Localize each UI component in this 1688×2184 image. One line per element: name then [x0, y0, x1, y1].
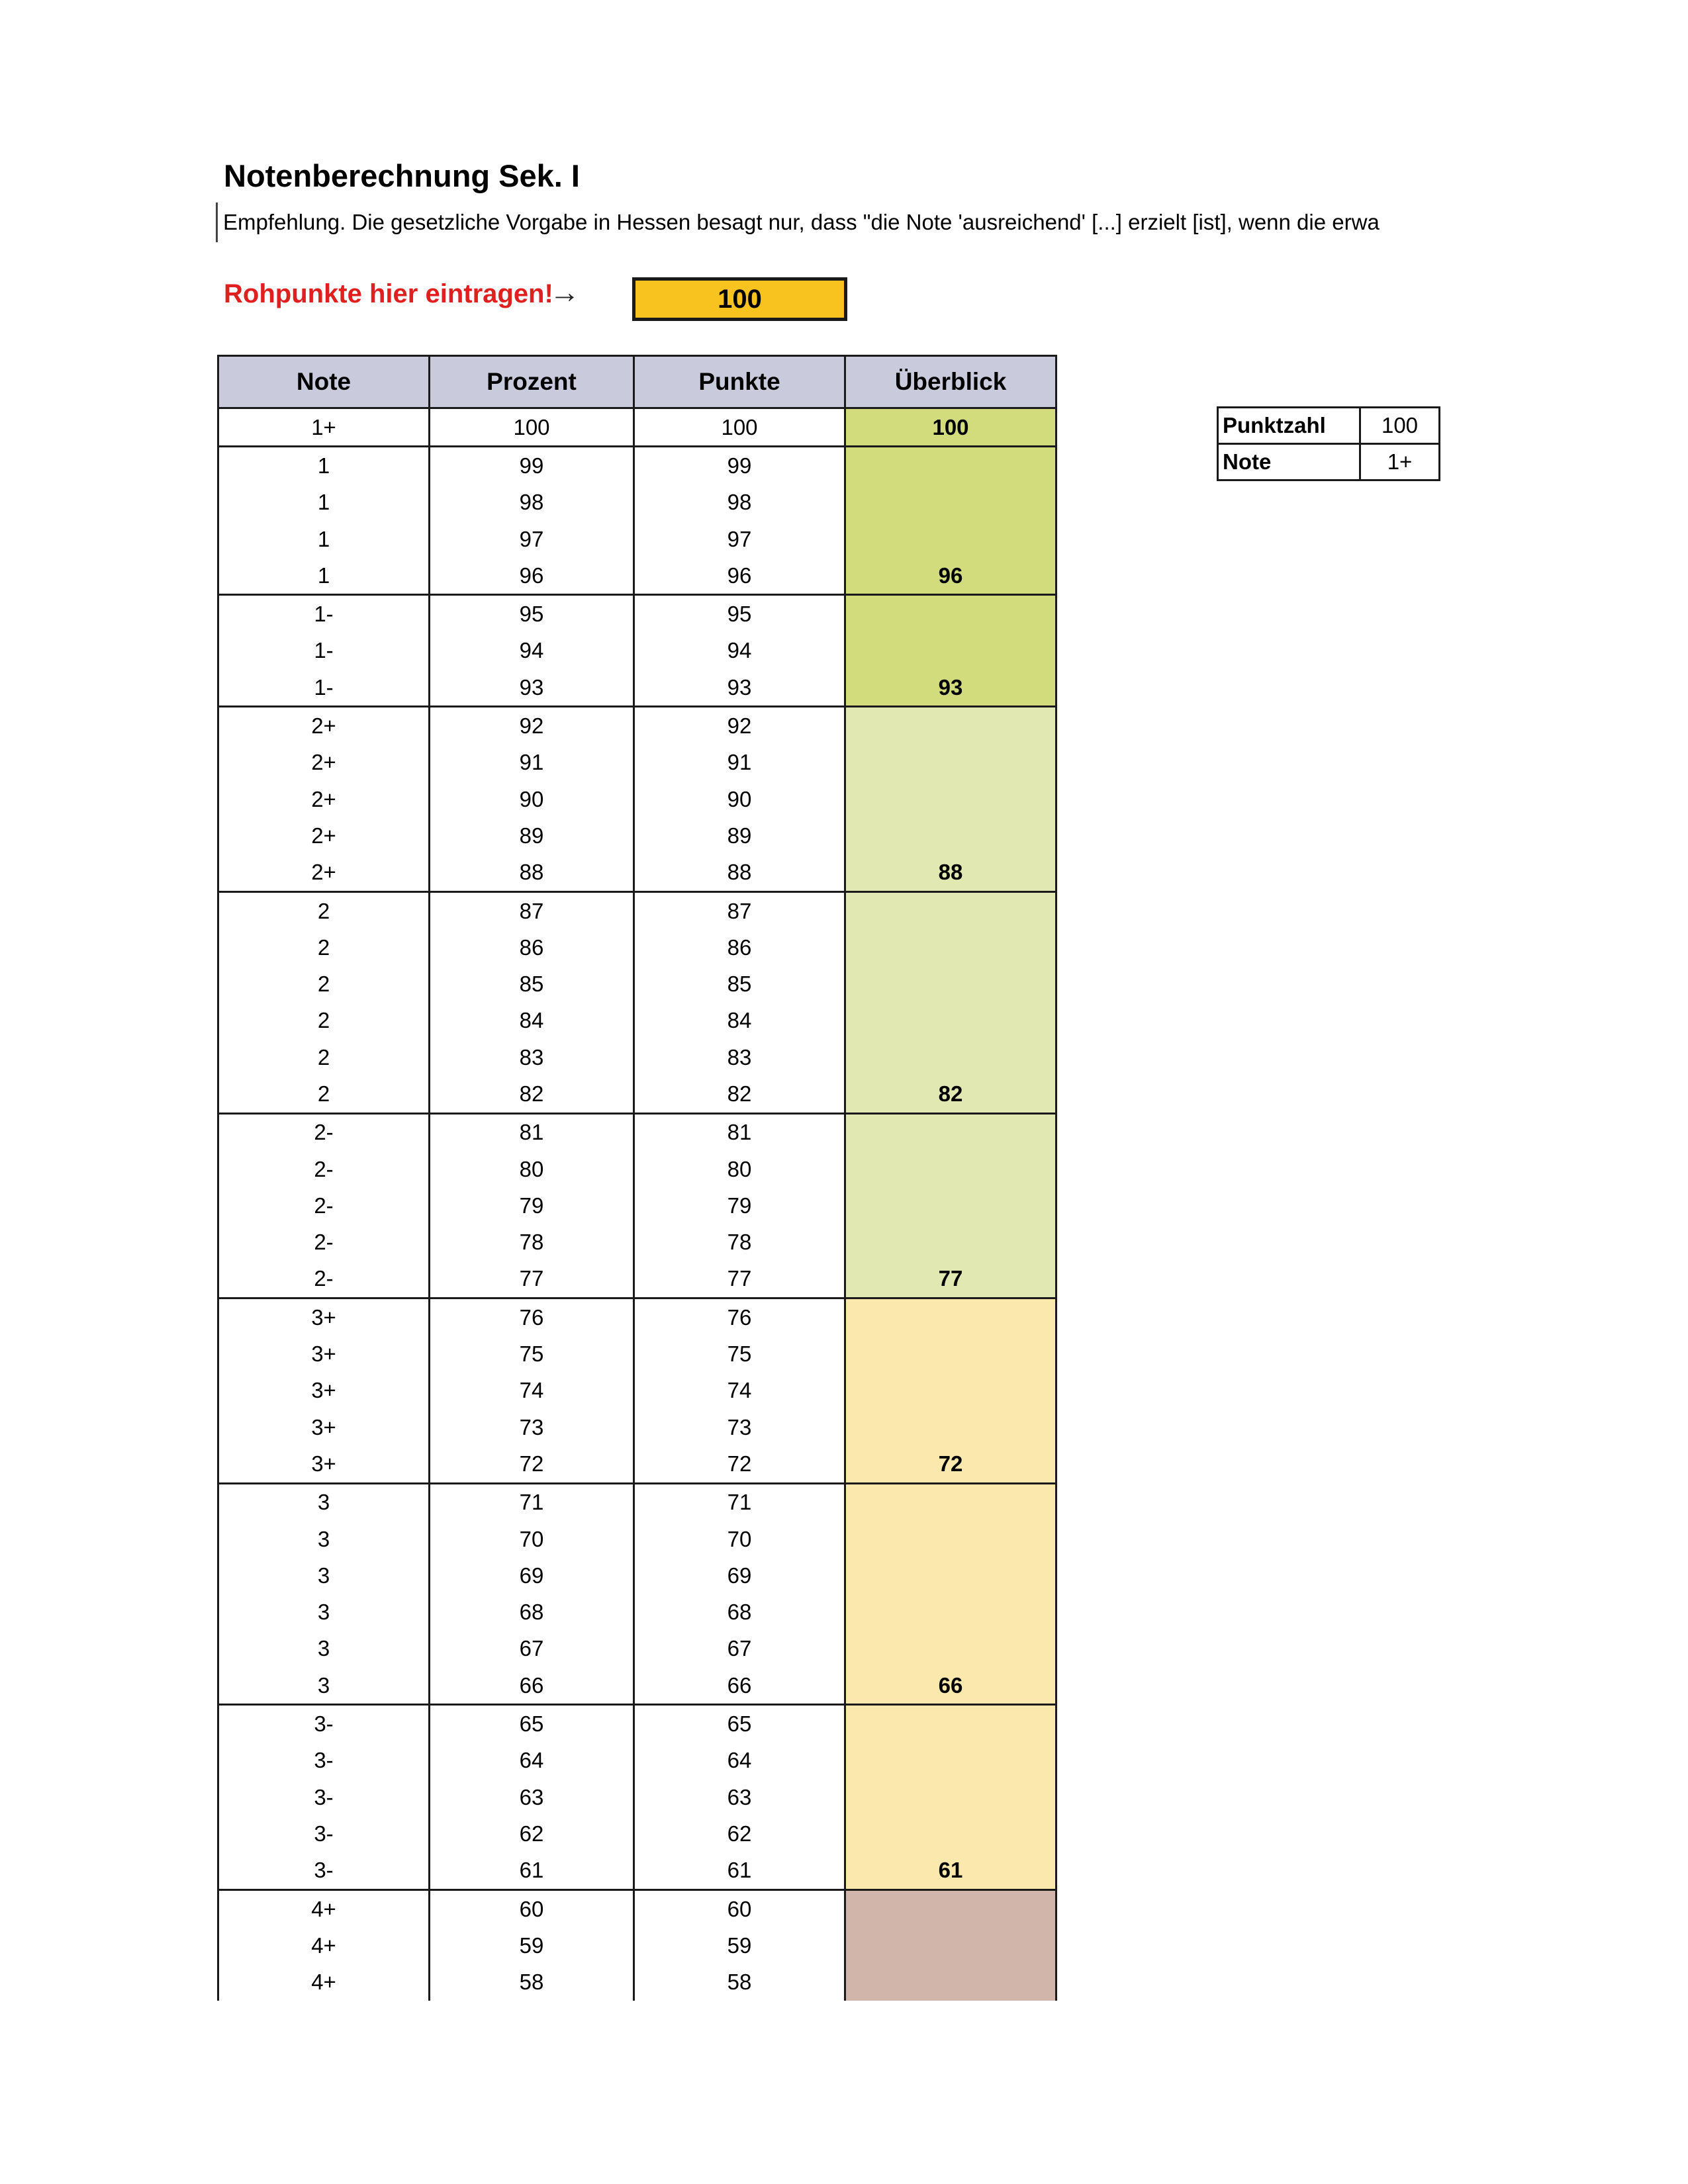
note-cell[interactable]: 4+	[218, 1964, 430, 2000]
overview-cell[interactable]	[845, 1815, 1056, 1852]
note-cell[interactable]: 2-	[218, 1224, 430, 1261]
note-cell[interactable]: 2	[218, 1039, 430, 1075]
punkte-cell[interactable]: 96	[634, 557, 845, 595]
prozent-cell[interactable]: 94	[430, 633, 634, 669]
prozent-cell[interactable]: 97	[430, 521, 634, 557]
overview-cell[interactable]: 82	[845, 1075, 1056, 1113]
prozent-cell[interactable]: 62	[430, 1815, 634, 1852]
note-cell[interactable]: 3	[218, 1521, 430, 1557]
table-row	[218, 1889, 1056, 1927]
table-row	[218, 1743, 1056, 1779]
overview-cell[interactable]	[845, 707, 1056, 745]
punkte-cell[interactable]: 78	[634, 1224, 845, 1261]
punkte-cell[interactable]: 69	[634, 1557, 845, 1594]
punkte-cell[interactable]: 82	[634, 1075, 845, 1113]
header-note: Note	[218, 356, 430, 408]
prozent-cell[interactable]: 71	[430, 1483, 634, 1521]
prozent-cell[interactable]: 91	[430, 745, 634, 781]
prozent-cell[interactable]: 58	[430, 1964, 634, 2000]
prozent-cell[interactable]: 72	[430, 1445, 634, 1483]
table-row	[218, 1409, 1056, 1445]
prozent-cell[interactable]: 70	[430, 1521, 634, 1557]
table-row	[218, 1705, 1056, 1743]
prozent-cell[interactable]: 64	[430, 1743, 634, 1779]
note-cell[interactable]: 3+	[218, 1298, 430, 1336]
punkte-cell[interactable]: 85	[634, 966, 845, 1002]
overview-cell[interactable]	[845, 1409, 1056, 1445]
note-cell[interactable]: 2+	[218, 817, 430, 854]
prozent-cell[interactable]: 75	[430, 1336, 634, 1372]
table-row	[218, 817, 1056, 854]
overview-cell[interactable]	[845, 1113, 1056, 1151]
overview-cell[interactable]: 61	[845, 1852, 1056, 1890]
header-prozent: Prozent	[430, 356, 634, 408]
punkte-cell[interactable]: 94	[634, 633, 845, 669]
prozent-cell[interactable]: 65	[430, 1705, 634, 1743]
overview-cell[interactable]	[845, 447, 1056, 484]
table-row	[218, 1594, 1056, 1631]
overview-cell[interactable]	[845, 1298, 1056, 1336]
punkte-cell[interactable]: 87	[634, 891, 845, 929]
punkte-cell[interactable]: 72	[634, 1445, 845, 1483]
table-row	[218, 1075, 1056, 1113]
note-cell[interactable]: 3	[218, 1667, 430, 1705]
table-row	[218, 1779, 1056, 1815]
note-cell[interactable]: 1+	[218, 408, 430, 447]
punkte-cell[interactable]: 98	[634, 484, 845, 521]
note-cell[interactable]: 1-	[218, 669, 430, 707]
note-cell[interactable]: 3+	[218, 1373, 430, 1409]
note-cell[interactable]: 3+	[218, 1336, 430, 1372]
punkte-cell[interactable]: 61	[634, 1852, 845, 1890]
summary-row-note	[1218, 444, 1440, 480]
note-cell[interactable]: 3-	[218, 1743, 430, 1779]
note-cell[interactable]: 3	[218, 1557, 430, 1594]
note-cell[interactable]: 3-	[218, 1779, 430, 1815]
note-cell[interactable]: 3	[218, 1631, 430, 1667]
prozent-cell[interactable]: 100	[430, 408, 634, 447]
overview-cell[interactable]	[845, 966, 1056, 1002]
punkte-cell[interactable]: 80	[634, 1151, 845, 1187]
punkte-cell[interactable]: 84	[634, 1003, 845, 1039]
overview-cell[interactable]	[845, 929, 1056, 966]
summary-row-punktzahl	[1218, 408, 1440, 444]
prozent-cell[interactable]: 96	[430, 557, 634, 595]
overview-cell[interactable]	[845, 1594, 1056, 1631]
note-cell[interactable]: 2	[218, 1075, 430, 1113]
overview-cell[interactable]	[845, 1631, 1056, 1667]
prozent-cell[interactable]: 88	[430, 854, 634, 892]
punkte-cell[interactable]: 62	[634, 1815, 845, 1852]
table-row	[218, 1224, 1056, 1261]
overview-cell[interactable]	[845, 1779, 1056, 1815]
table-row	[218, 1445, 1056, 1483]
overview-cell[interactable]	[845, 1483, 1056, 1521]
table-row	[218, 408, 1056, 447]
note-cell[interactable]: 1	[218, 521, 430, 557]
punkte-cell[interactable]: 76	[634, 1298, 845, 1336]
prozent-cell[interactable]: 67	[430, 1631, 634, 1667]
overview-cell[interactable]	[845, 1003, 1056, 1039]
note-cell[interactable]: 2+	[218, 854, 430, 892]
overview-cell[interactable]	[845, 1521, 1056, 1557]
grade-table	[217, 355, 1057, 2001]
prozent-cell[interactable]: 82	[430, 1075, 634, 1113]
note-cell[interactable]: 2	[218, 891, 430, 929]
prozent-cell[interactable]: 81	[430, 1113, 634, 1151]
prozent-cell[interactable]: 83	[430, 1039, 634, 1075]
prozent-cell[interactable]: 68	[430, 1594, 634, 1631]
prozent-cell[interactable]: 86	[430, 929, 634, 966]
overview-cell[interactable]	[845, 817, 1056, 854]
prozent-cell[interactable]: 77	[430, 1261, 634, 1298]
overview-cell[interactable]	[845, 1224, 1056, 1261]
punkte-cell[interactable]: 100	[634, 408, 845, 447]
punkte-cell[interactable]: 92	[634, 707, 845, 745]
table-row	[218, 1815, 1056, 1852]
table-row	[218, 1964, 1056, 2000]
table-row	[218, 1151, 1056, 1187]
summary-table	[1217, 406, 1440, 481]
table-row	[218, 854, 1056, 892]
prozent-cell[interactable]: 84	[430, 1003, 634, 1039]
overview-cell[interactable]	[845, 1187, 1056, 1224]
note-text-cell[interactable]: Empfehlung. Die gesetzliche Vorgabe in Hessen besagt nur, dass "die Note 'ausreichend' [...] erzielt [ist], wenn die erwa	[216, 203, 1447, 242]
note-cell[interactable]: 2-	[218, 1113, 430, 1151]
prozent-cell[interactable]: 90	[430, 781, 634, 817]
table-row	[218, 1927, 1056, 1964]
overview-cell[interactable]	[845, 1557, 1056, 1594]
overview-cell[interactable]	[845, 1964, 1056, 2000]
punkte-cell[interactable]: 91	[634, 745, 845, 781]
prozent-cell[interactable]: 85	[430, 966, 634, 1002]
table-row	[218, 1373, 1056, 1409]
prozent-cell[interactable]: 61	[430, 1852, 634, 1890]
punkte-cell[interactable]: 58	[634, 1964, 845, 2000]
punkte-cell[interactable]: 71	[634, 1483, 845, 1521]
grade-table-body	[218, 408, 1056, 2001]
prozent-cell[interactable]: 60	[430, 1889, 634, 1927]
punkte-cell[interactable]: 89	[634, 817, 845, 854]
table-row	[218, 633, 1056, 669]
table-row	[218, 1336, 1056, 1372]
note-cell[interactable]: 1	[218, 484, 430, 521]
note-cell[interactable]: 3	[218, 1483, 430, 1521]
prozent-cell[interactable]: 92	[430, 707, 634, 745]
prozent-cell[interactable]: 79	[430, 1187, 634, 1224]
prozent-cell[interactable]: 59	[430, 1927, 634, 1964]
punkte-cell[interactable]: 64	[634, 1743, 845, 1779]
prozent-cell[interactable]: 99	[430, 447, 634, 484]
grade-table-header-row	[218, 356, 1056, 408]
note-cell[interactable]: 1-	[218, 633, 430, 669]
overview-cell[interactable]: 66	[845, 1667, 1056, 1705]
note-cell[interactable]: 4+	[218, 1927, 430, 1964]
prozent-cell[interactable]: 93	[430, 669, 634, 707]
table-row	[218, 1667, 1056, 1705]
table-row	[218, 447, 1056, 484]
overview-cell[interactable]: 88	[845, 854, 1056, 892]
overview-cell[interactable]	[845, 1336, 1056, 1372]
note-cell[interactable]: 1	[218, 557, 430, 595]
punkte-cell[interactable]: 66	[634, 1667, 845, 1705]
note-cell[interactable]: 3	[218, 1594, 430, 1631]
overview-cell[interactable]	[845, 633, 1056, 669]
punkte-cell[interactable]: 59	[634, 1927, 845, 1964]
punkte-cell[interactable]: 70	[634, 1521, 845, 1557]
note-label: Note	[1218, 444, 1360, 480]
punkte-cell[interactable]: 65	[634, 1705, 845, 1743]
table-row	[218, 891, 1056, 929]
prozent-cell[interactable]: 76	[430, 1298, 634, 1336]
table-row	[218, 521, 1056, 557]
prozent-cell[interactable]: 78	[430, 1224, 634, 1261]
overview-cell[interactable]	[845, 1373, 1056, 1409]
punkte-cell[interactable]: 83	[634, 1039, 845, 1075]
punkte-cell[interactable]: 97	[634, 521, 845, 557]
overview-cell[interactable]	[845, 484, 1056, 521]
punkte-cell[interactable]: 60	[634, 1889, 845, 1927]
overview-cell[interactable]	[845, 1743, 1056, 1779]
overview-cell[interactable]	[845, 781, 1056, 817]
punkte-cell[interactable]: 67	[634, 1631, 845, 1667]
note-cell[interactable]: 3-	[218, 1852, 430, 1890]
overview-cell[interactable]	[845, 1927, 1056, 1964]
table-row	[218, 966, 1056, 1002]
punktzahl-value[interactable]: 100	[1360, 408, 1440, 444]
note-cell[interactable]: 2+	[218, 745, 430, 781]
overview-cell[interactable]	[845, 745, 1056, 781]
table-row	[218, 1298, 1056, 1336]
table-row	[218, 781, 1056, 817]
raw-points-prompt: Rohpunkte hier eintragen!	[224, 279, 553, 308]
table-row	[218, 1039, 1056, 1075]
punkte-cell[interactable]: 73	[634, 1409, 845, 1445]
note-cell[interactable]: 2	[218, 929, 430, 966]
punkte-cell[interactable]: 75	[634, 1336, 845, 1372]
table-row	[218, 595, 1056, 633]
punkte-cell[interactable]: 99	[634, 447, 845, 484]
table-row	[218, 929, 1056, 966]
punkte-cell[interactable]: 93	[634, 669, 845, 707]
note-cell[interactable]: 2-	[218, 1151, 430, 1187]
note-cell[interactable]: 1	[218, 447, 430, 484]
table-row	[218, 1631, 1056, 1667]
prozent-cell[interactable]: 87	[430, 891, 634, 929]
punkte-cell[interactable]: 79	[634, 1187, 845, 1224]
table-row	[218, 1483, 1056, 1521]
punkte-cell[interactable]: 88	[634, 854, 845, 892]
punkte-cell[interactable]: 68	[634, 1594, 845, 1631]
punkte-cell[interactable]: 74	[634, 1373, 845, 1409]
table-row	[218, 669, 1056, 707]
table-row	[218, 1113, 1056, 1151]
prozent-cell[interactable]: 66	[430, 1667, 634, 1705]
overview-cell[interactable]	[845, 1039, 1056, 1075]
note-cell[interactable]: 2+	[218, 707, 430, 745]
prozent-cell[interactable]: 69	[430, 1557, 634, 1594]
prozent-cell[interactable]: 89	[430, 817, 634, 854]
punkte-cell[interactable]: 81	[634, 1113, 845, 1151]
table-row	[218, 1261, 1056, 1298]
table-row	[218, 1003, 1056, 1039]
prozent-cell[interactable]: 95	[430, 595, 634, 633]
punkte-cell[interactable]: 95	[634, 595, 845, 633]
overview-cell[interactable]: 100	[845, 408, 1056, 447]
table-row	[218, 1852, 1056, 1890]
note-cell[interactable]: 3-	[218, 1705, 430, 1743]
punktzahl-label: Punktzahl	[1218, 408, 1360, 444]
overview-cell[interactable]: 96	[845, 557, 1056, 595]
prozent-cell[interactable]: 73	[430, 1409, 634, 1445]
table-row	[218, 707, 1056, 745]
table-row	[218, 1557, 1056, 1594]
overview-cell[interactable]	[845, 1889, 1056, 1927]
note-cell[interactable]: 3+	[218, 1409, 430, 1445]
overview-cell[interactable]	[845, 891, 1056, 929]
overview-cell[interactable]	[845, 595, 1056, 633]
overview-cell[interactable]: 77	[845, 1261, 1056, 1298]
overview-cell[interactable]	[845, 1705, 1056, 1743]
overview-cell[interactable]	[845, 521, 1056, 557]
table-row	[218, 1521, 1056, 1557]
table-row	[218, 484, 1056, 521]
prozent-cell[interactable]: 98	[430, 484, 634, 521]
note-value[interactable]: 1+	[1360, 444, 1440, 480]
punkte-cell[interactable]: 63	[634, 1779, 845, 1815]
note-cell[interactable]: 2-	[218, 1261, 430, 1298]
overview-cell[interactable]: 72	[845, 1445, 1056, 1483]
table-row	[218, 1187, 1056, 1224]
header-ueberblick: Überblick	[845, 356, 1056, 408]
page-title: Notenberechnung Sek. I	[224, 158, 580, 193]
note-cell[interactable]: 1-	[218, 595, 430, 633]
note-cell[interactable]: 2-	[218, 1187, 430, 1224]
note-cell[interactable]: 3-	[218, 1815, 430, 1852]
punkte-cell[interactable]: 77	[634, 1261, 845, 1298]
note-cell[interactable]: 3+	[218, 1445, 430, 1483]
note-cell[interactable]: 2+	[218, 781, 430, 817]
note-cell[interactable]: 2	[218, 1003, 430, 1039]
prozent-cell[interactable]: 63	[430, 1779, 634, 1815]
overview-cell[interactable]: 93	[845, 669, 1056, 707]
prozent-cell[interactable]: 74	[430, 1373, 634, 1409]
punkte-cell[interactable]: 86	[634, 929, 845, 966]
table-row	[218, 745, 1056, 781]
arrow-right-icon: →	[549, 275, 580, 309]
raw-points-input[interactable]: 100	[632, 277, 847, 321]
header-punkte: Punkte	[634, 356, 845, 408]
note-cell[interactable]: 2	[218, 966, 430, 1002]
prozent-cell[interactable]: 80	[430, 1151, 634, 1187]
punkte-cell[interactable]: 90	[634, 781, 845, 817]
table-row	[218, 557, 1056, 595]
overview-cell[interactable]	[845, 1151, 1056, 1187]
note-cell[interactable]: 4+	[218, 1889, 430, 1927]
